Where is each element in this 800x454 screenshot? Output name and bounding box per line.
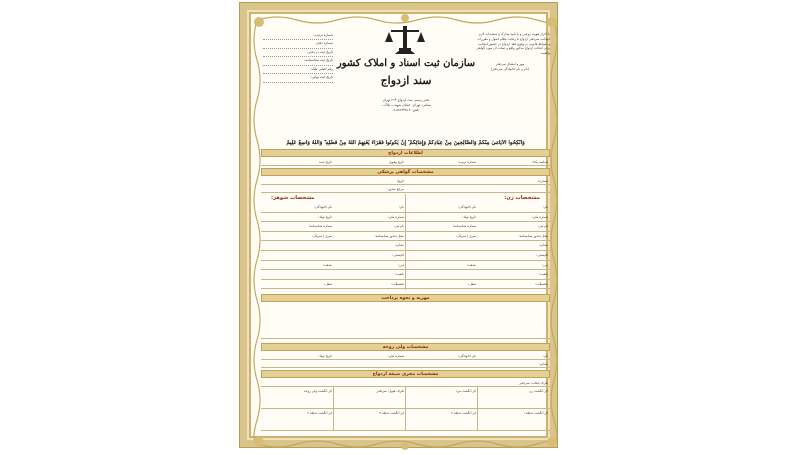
- wife-field-label: تاریخ تولد:: [462, 214, 476, 219]
- header: [261, 22, 550, 140]
- wife-field-label: نام:: [543, 205, 548, 209]
- section-guardian: مشخصات ولی زوجه: [261, 343, 550, 351]
- office-line: دفتر رسمی ثبت ازدواج ۲۱۴ تهران: [382, 98, 430, 102]
- registration-date-label: تاریخ ثبت:: [318, 160, 332, 164]
- org-title: سازمان ثبت اسناد و املاک کشور: [336, 58, 476, 69]
- husband-field-label: شماره شناسنامه:: [308, 224, 332, 229]
- husband-field-label: نشانی:: [394, 243, 404, 248]
- wife-field-label: نام پدر:: [537, 224, 548, 229]
- husband-field-label: [261, 270, 334, 280]
- witness4-fingerprint-label: اثر انگشت شاهد ۴: [307, 411, 332, 415]
- table-row: [261, 232, 550, 242]
- doc-title: سند ازدواج: [380, 74, 432, 87]
- phone-number: ۸۸۲۹۴۵۱۷-۸: [393, 107, 411, 112]
- wife-field-label: [406, 251, 478, 261]
- section-payment: مهریه و نحوه پرداخت: [261, 294, 550, 302]
- registry-field: رقم اصلی ملک:: [263, 66, 333, 74]
- husband-field-label: محل صدور شناسنامه:: [374, 233, 404, 238]
- guardian-name-label: نام:: [543, 354, 548, 358]
- guardian-birthdate-label: تاریخ تولد:: [318, 354, 332, 358]
- registry-field: شماره ترتیب:: [263, 32, 333, 40]
- table-row: [261, 379, 550, 387]
- husband-field-label: تاریخ تولد:: [318, 214, 332, 219]
- table-row: [261, 185, 550, 193]
- guardian-lastname-label: نام خانوادگی:: [458, 354, 476, 358]
- table-row: [261, 261, 550, 271]
- table-row: [261, 270, 550, 280]
- column-divider: [405, 387, 406, 431]
- wife-field-label: شغل:: [468, 281, 476, 286]
- acceptance-party-label: طرف قبول: سردفتر: [376, 389, 404, 393]
- cert-number-label: شماره:: [538, 179, 548, 183]
- statement-line: واقعیت: [540, 51, 550, 56]
- husband-field-label: نام:: [399, 205, 404, 209]
- wife-details-title: مشخصات زن:: [504, 195, 540, 201]
- husband-field-label: مذهب:: [322, 262, 332, 267]
- table-row: [261, 203, 550, 213]
- table-row: [261, 251, 550, 261]
- quran-verse: وَأَنْكِحُوا الْأَيَامَىٰ مِنْكُمْ وَالصَّالِحِينَ مِنْ عِبَادِكُمْ وَإِمَائِكُمْ ۚ إِنْ يَكُونُوا فُقَرَاءَ يُغْنِهِمُ اللَّهُ مِنْ فَضْلِهِ ۗ وَاللَّهُ وَاسِعٌ عَلِيمٌ: [286, 140, 525, 146]
- statement-line: با احراز هویت زوجین و با تأیید مدارک و مستندات لازم: [478, 32, 550, 36]
- occurrence-date-label: تاریخ وقوع:: [388, 160, 404, 164]
- offer-party-label: طرف ایجاب: سردفتر: [519, 381, 548, 385]
- wife-field-label: تحصیلات:: [535, 281, 548, 286]
- wife-field-label: محل صدور شناسنامه:: [518, 233, 548, 238]
- witness1-fingerprint-label: اثر انگشت شاهد ۱: [523, 411, 548, 415]
- table-row: [261, 213, 550, 223]
- wife-field-label: شماره ملی:: [531, 214, 548, 219]
- wife-field-label: تابعیت:: [538, 272, 548, 277]
- wife-field-label: مذهب:: [466, 262, 476, 267]
- witness3-fingerprint-label: اثر انگشت شاهد ۳: [379, 411, 404, 415]
- husband-field-label: دین:: [398, 262, 404, 267]
- section-officiant: مشخصات مجری صیغه ازدواج: [261, 370, 550, 378]
- husband-field-label: تحصیلات:: [391, 281, 404, 286]
- wife-field-label: کدپستی:: [536, 253, 548, 257]
- payment-area: [261, 303, 550, 339]
- section-health-certificate: مشخصات گواهی پزشکی: [261, 168, 550, 176]
- column-divider: [333, 387, 334, 431]
- husband-field-label: نام خانوادگی:: [314, 205, 332, 209]
- registry-field: تاریخ ثبت نهایی:: [263, 74, 333, 82]
- office-address: نشانی: تهران، خیابان شهید... پلاک...: [380, 102, 431, 107]
- registry-fields: [263, 32, 333, 83]
- table-row: [261, 177, 550, 185]
- unique-id-label: شناسه یکتا:: [532, 160, 548, 164]
- section-marriage-info: اطلاعات ازدواج: [261, 149, 550, 157]
- cert-empty-cell: [406, 185, 550, 193]
- registry-field: تاریخ ثبت در دفتر:: [263, 49, 333, 57]
- officiant-name-label: (نام و نام خانوادگی سردفتر): [491, 66, 529, 71]
- cert-date-label: تاریخ:: [396, 179, 404, 183]
- wife-field-label: نام خانوادگی:: [458, 205, 476, 209]
- wife-fingerprint-label: اثر انگشت زن: [529, 389, 548, 393]
- husband-field-label: کدپستی:: [392, 253, 404, 257]
- column-divider: [477, 387, 478, 431]
- husband-field-label: شغل:: [324, 281, 332, 286]
- husband-fingerprint-label: اثر انگشت مرد: [456, 389, 476, 393]
- stamp-label: مهر و امضای سردفتر: [495, 61, 525, 66]
- wife-field-label: [406, 241, 478, 251]
- issuer-label: مرجع صدور:: [387, 187, 404, 191]
- table-row: [261, 360, 550, 368]
- registry-field: شماره دفتر:: [263, 40, 333, 48]
- marriage-certificate: [240, 3, 557, 447]
- husband-field-label: سری / سریال:: [312, 233, 332, 238]
- wife-field-label: [406, 270, 478, 280]
- phone-label: تلفن:: [411, 107, 419, 112]
- table-row: [261, 241, 550, 251]
- witness2-fingerprint-label: اثر انگشت شاهد ۲: [451, 411, 476, 415]
- officiant-statement: [470, 32, 550, 72]
- table-row: [261, 280, 550, 290]
- wife-field-label: سری / سریال:: [456, 233, 476, 238]
- wife-field-label: شماره شناسنامه:: [452, 224, 476, 229]
- table-row: [261, 222, 550, 232]
- husband-field-label: شماره ملی:: [387, 214, 404, 219]
- guardian-fingerprint-label: اثر انگشت ولی زوجه: [303, 389, 332, 393]
- statement-line: و ضوابط قانونی بر وقوع عقد ازدواج در حضور اینجانب: [478, 41, 550, 46]
- husband-field-label: [261, 251, 334, 261]
- guardian-national-id-label: شماره ملی:: [387, 354, 404, 358]
- husband-field-label: [261, 241, 334, 251]
- husband-details-title: مشخصات شوهر:: [271, 195, 315, 201]
- statement-line: اینجانب سردفتر ازدواج با رعایت نظام اصول و مقررات: [477, 36, 550, 41]
- guardian-address-label: نشانی:: [538, 362, 548, 366]
- statement-line: برابر انتخاب ازدواج مذکور واقع و صحت آن مورد گواهی: [476, 46, 550, 51]
- order-number-label: شماره ترتیب:: [457, 160, 476, 164]
- husband-field-label: نام پدر:: [393, 224, 404, 229]
- table-row: [261, 158, 550, 166]
- office-info: [356, 98, 456, 113]
- judiciary-emblem-icon: [381, 24, 429, 58]
- wife-field-label: دین:: [542, 262, 548, 267]
- table-row: [261, 352, 550, 360]
- wife-field-label: نشانی:: [538, 243, 548, 248]
- husband-field-label: تابعیت:: [394, 272, 404, 277]
- registry-field: تاریخ ثبت شناسنامه:: [263, 57, 333, 65]
